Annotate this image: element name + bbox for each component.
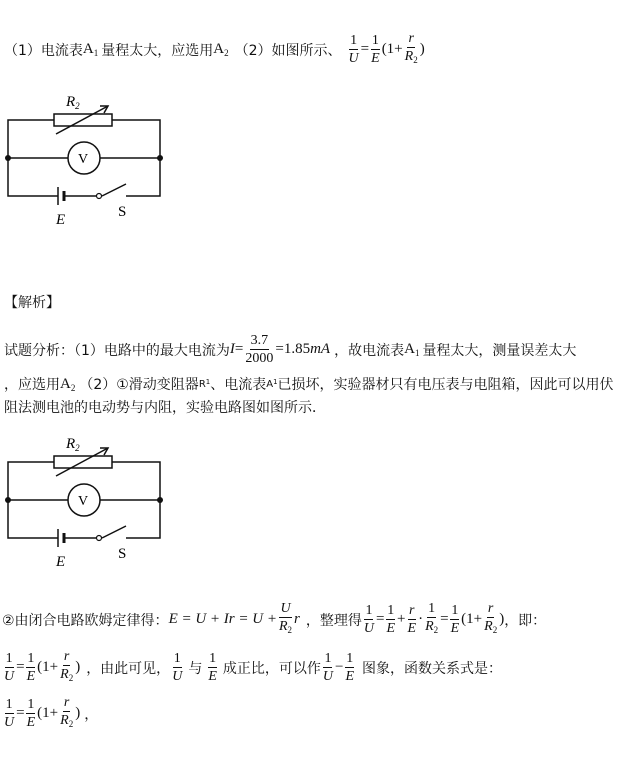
derivation-line-1 (2, 600, 546, 639)
frac-r-over-R2: $\frac{r}{R_2}$ (404, 31, 418, 65)
analysis-heading: 【解析】 (4, 295, 60, 311)
frac-1-over-E: $\frac{1}{E}$ (371, 33, 380, 66)
frac-1-over-E-6: $\frac{1}{E}$ (345, 651, 355, 684)
current-result: =1.85 (275, 341, 311, 357)
plus-sign: + (397, 611, 406, 627)
frac-1-over-E-7: $\frac{1}{E}$ (26, 697, 36, 730)
label-v: V (78, 152, 89, 167)
derivation-prop: 成正比，可以作 (222, 660, 321, 677)
derivation-comma-ie: ，即： (504, 612, 547, 629)
frac-U-over-R2: $\frac{U}{R_2}$ (278, 601, 293, 635)
symbol-i: I (229, 341, 235, 357)
frac-1-over-E-5: $\frac{1}{E}$ (208, 651, 217, 684)
frac-r-over-R2-4: $\frac{r}{R_2}$ (60, 695, 74, 729)
label-r2: $R_2$ (66, 94, 80, 111)
analysis-line2-d: 已损坏，实验器材只有电压表与电阻箱，因此可以用伏 (277, 377, 614, 393)
junction-right-2 (157, 497, 163, 503)
label-s-2: S (118, 546, 127, 562)
label-r2-2: $R_2$ (66, 436, 80, 453)
analysis-after-result: ，故电流表 (334, 342, 405, 359)
meter-a2: $A_2$ (213, 41, 229, 58)
rheostat-arrow (56, 106, 108, 134)
meter-a1-2: $A_1$ (404, 341, 420, 358)
equals-sign-4: = (440, 611, 449, 627)
analysis-line2-a: ，应选用 (4, 377, 60, 393)
circuit-diagram-2 (0, 430, 180, 580)
equals-sign: = (360, 41, 370, 57)
analysis-line2-b: （2）①滑动变阻器 (79, 377, 199, 393)
frac-1-over-U: $\frac{1}{U}$ (348, 33, 359, 66)
close-paren-3: ) (75, 659, 81, 675)
frac-1-over-U-5: $\frac{1}{U}$ (322, 651, 333, 684)
derivation-intro: ②由闭合电路欧姆定律得： (2, 612, 169, 629)
derivation-with: 与 (188, 660, 203, 677)
junction-right (157, 155, 163, 161)
symbol-a1-small: $A^1$ (266, 378, 278, 390)
derivation-line-2 (2, 648, 502, 687)
meter-a2-2: $A_2$ (60, 375, 76, 393)
derivation-final-comma: ， (84, 706, 99, 723)
analysis-line2-c: 、电流表 (210, 377, 267, 393)
label-v-2: V (78, 494, 89, 509)
part1-text-b: 量程太大，应选用 (101, 42, 214, 59)
symbol-r: r (294, 611, 300, 627)
analysis-lead: 试题分析：（1）电路中的最大电流为 (4, 342, 230, 359)
close-paren: ) (419, 41, 425, 57)
open-paren-3: (1+ (37, 659, 59, 675)
open-paren-4: (1+ (37, 705, 59, 721)
label-e-2: E (56, 554, 66, 570)
part2-text: 如图所示、 (271, 42, 342, 59)
circuit-diagram-1 (0, 88, 180, 238)
part1-text-a: 电流表 (40, 42, 83, 59)
frac-1-over-U-6: $\frac{1}{U}$ (4, 697, 15, 730)
label-e: E (56, 212, 66, 228)
open-paren-2: (1+ (461, 611, 483, 627)
minus-sign: − (335, 659, 344, 675)
equals-sign-2: = (234, 341, 244, 357)
frac-r-over-R2-2: $\frac{r}{R_2}$ (484, 601, 498, 635)
derivation-graph: 图象，函数关系式是： (362, 660, 503, 677)
frac-1-over-E-3: $\frac{1}{E}$ (450, 603, 460, 636)
unit-ma: mA (310, 341, 331, 357)
rheostat-arrow-2 (56, 448, 108, 476)
derivation-arrange: ，整理得 (305, 612, 362, 629)
part1-number: （1） (4, 42, 41, 59)
equals-sign-5: = (16, 659, 25, 675)
part2-number: （2） (234, 42, 272, 59)
equals-sign-3: = (376, 611, 385, 627)
analysis-line-2 (4, 374, 614, 394)
junction-left-2 (5, 497, 11, 503)
switch-pivot-2 (97, 536, 102, 541)
close-paren-4: ) (75, 705, 81, 721)
frac-r-over-E: $\frac{r}{E}$ (407, 603, 417, 636)
derivation-thus: ，由此可见， (86, 660, 171, 677)
analysis-line-1 (4, 332, 576, 367)
close-paren-2: ) (499, 611, 505, 627)
dot-sign: · (418, 611, 424, 627)
answer-line (4, 30, 425, 69)
equals-sign-6: = (16, 705, 25, 721)
label-s: S (118, 204, 127, 220)
derivation-line-3 (2, 694, 98, 733)
analysis-after-a1: 量程太大，测量误差太大 (422, 342, 577, 359)
frac-1-over-U-2: $\frac{1}{U}$ (363, 603, 374, 636)
frac-1-over-U-3: $\frac{1}{U}$ (4, 651, 15, 684)
ohm-law-expression: E = U + Ir = U + (168, 611, 277, 627)
meter-a1: $A_1$ (82, 41, 99, 58)
analysis-line-3: 阻法测电池的电动势与内阻，实验电路图如图所示． (4, 400, 326, 416)
frac-r-over-R2-3: $\frac{r}{R_2}$ (60, 649, 74, 683)
frac-1-over-U-4: $\frac{1}{U}$ (172, 651, 183, 684)
junction-left (5, 155, 11, 161)
symbol-r1: $R^1$ (198, 378, 211, 390)
frac-1-over-R2: $\frac{1}{R_2}$ (425, 601, 439, 635)
switch-pivot (97, 194, 102, 199)
frac-37-over-2000: $\frac{3.7}{2000}$ (245, 333, 274, 366)
frac-1-over-E-4: $\frac{1}{E}$ (26, 651, 36, 684)
frac-1-over-E-2: $\frac{1}{E}$ (386, 603, 396, 636)
open-paren: (1+ (381, 41, 403, 57)
